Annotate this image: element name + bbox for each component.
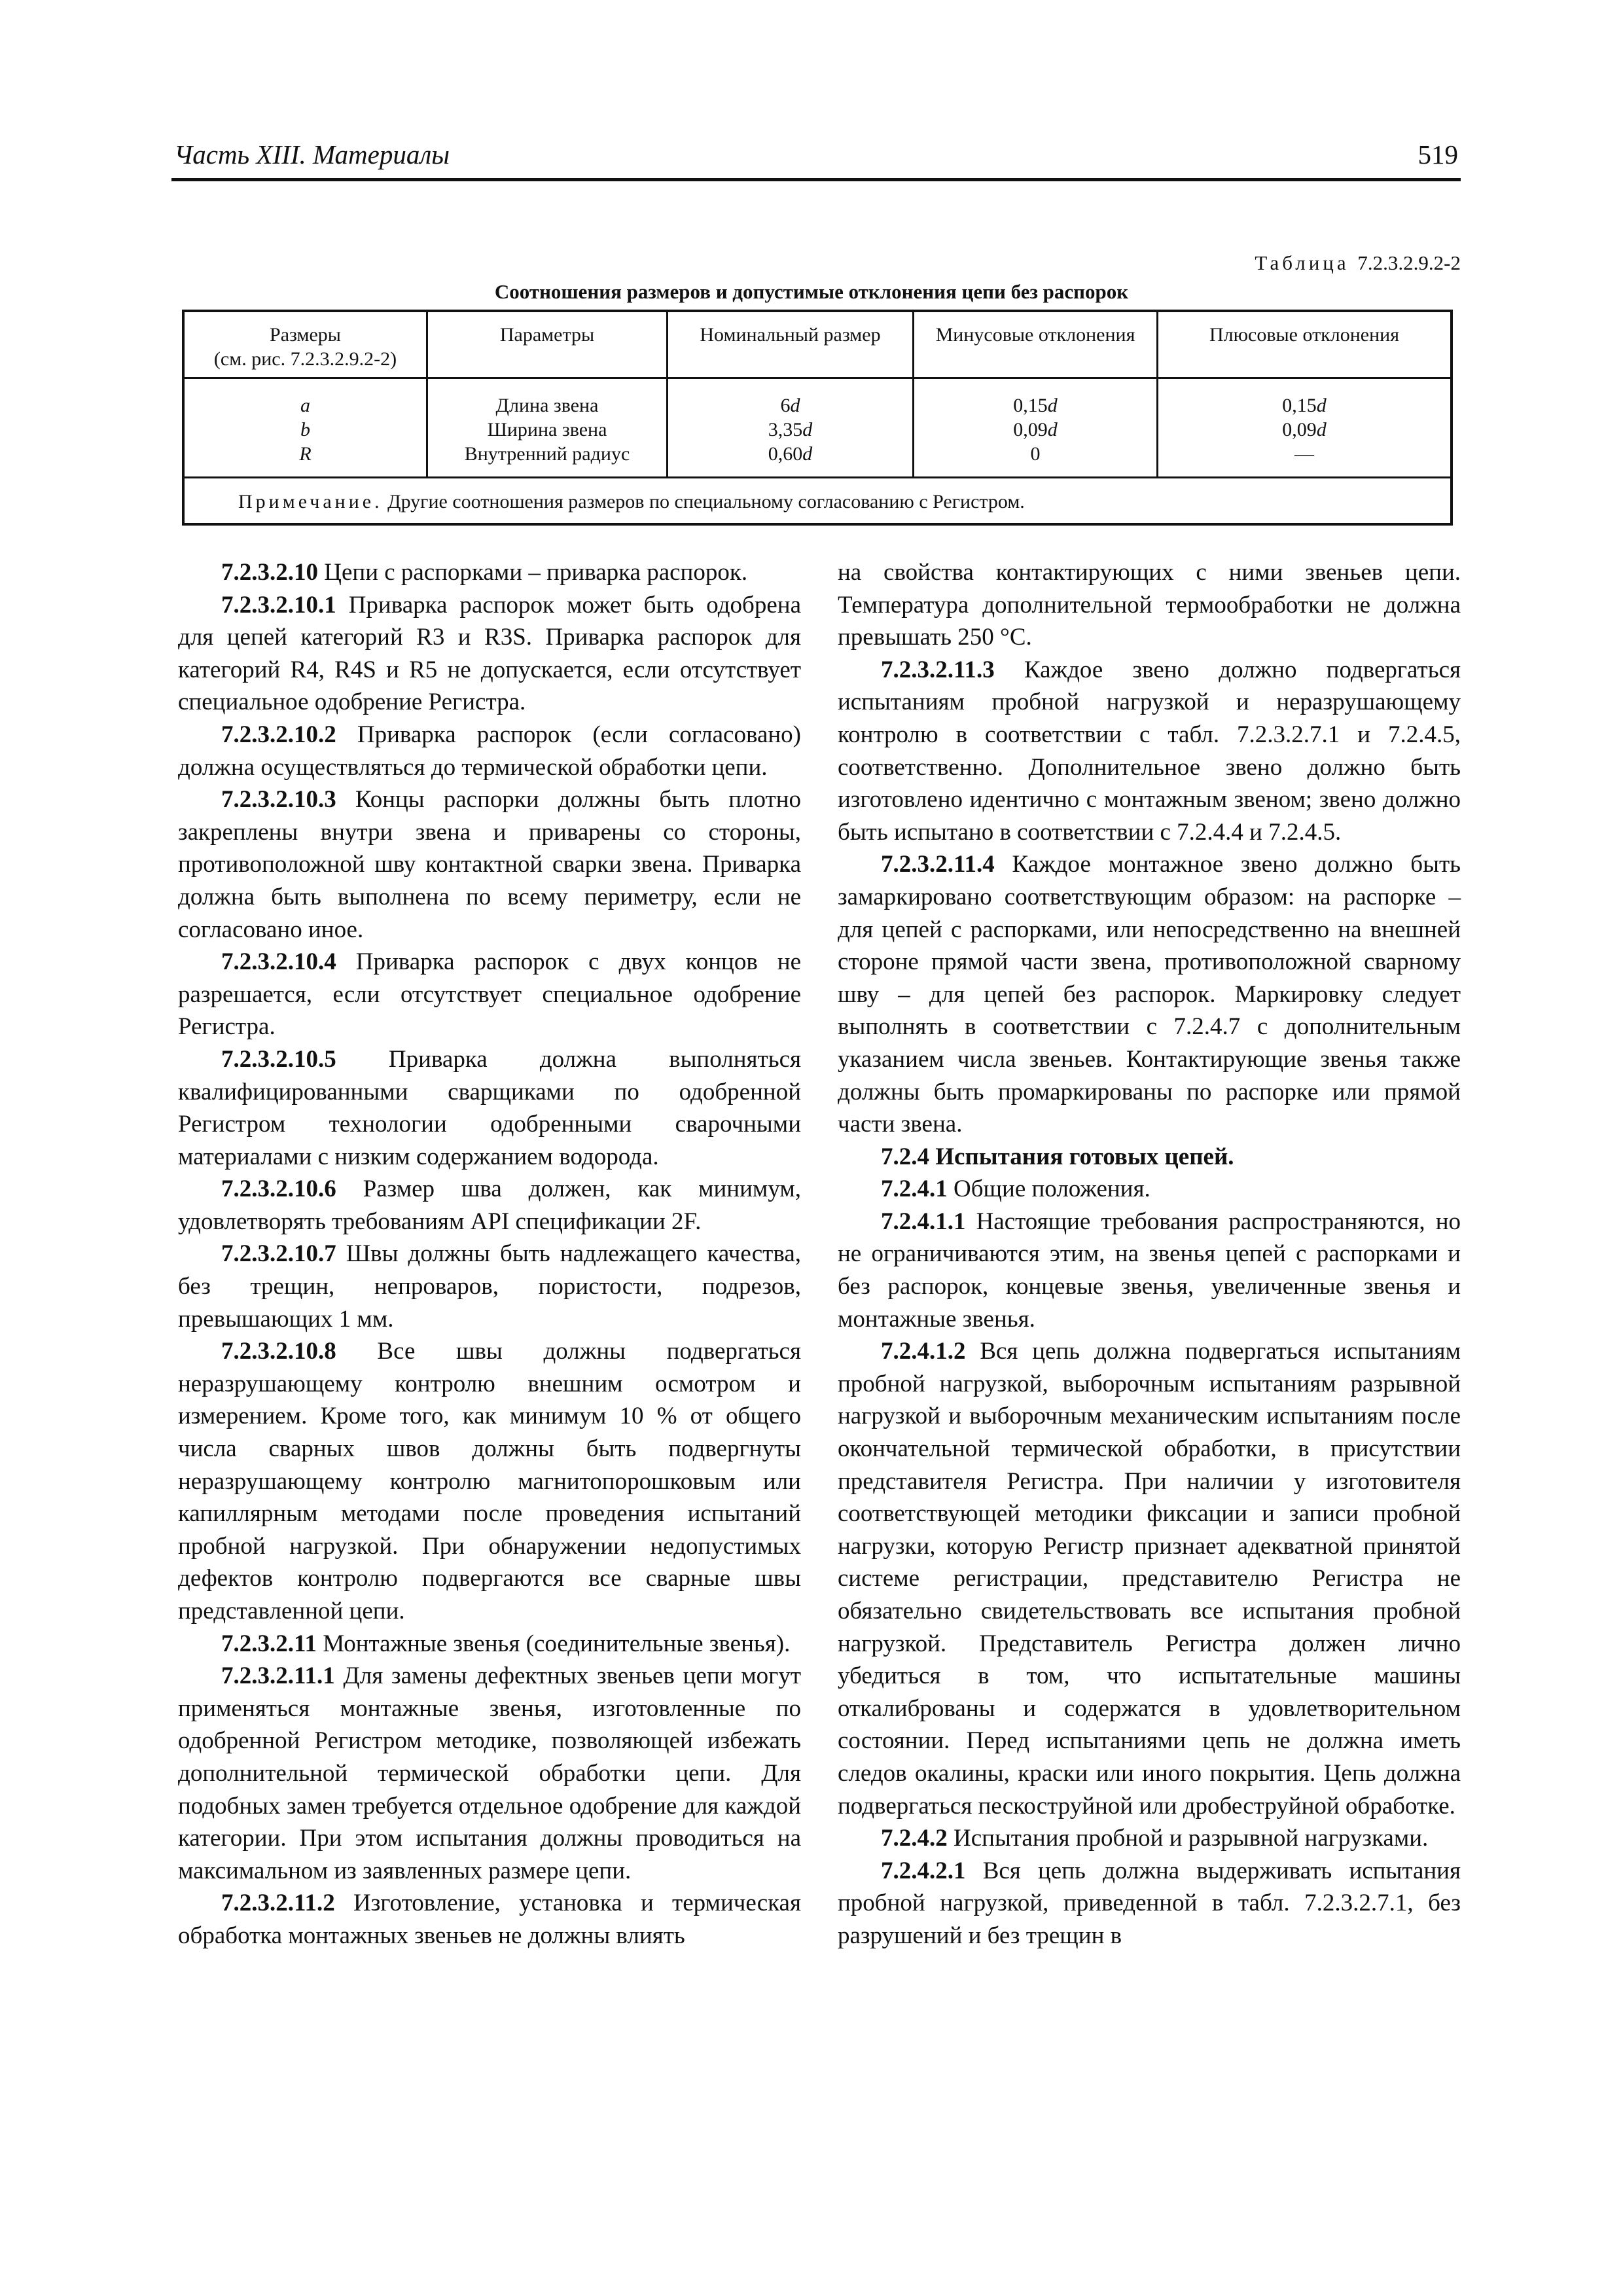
paragraph-number: 7.2.3.2.10.1 — [221, 591, 336, 619]
paragraph-text: Приварка должна выполняться квалифицированными сварщиками по одобренной Регистром технологии одобренными сварочными материалами с низким содержанием водорода. — [178, 1045, 802, 1170]
table-col-dimensions — [185, 379, 428, 476]
paragraph-number: 7.2.3.2.10.7 — [221, 1240, 336, 1268]
table-cell: — — [1294, 443, 1314, 465]
dimensions-table — [182, 310, 1453, 526]
paragraph — [838, 556, 1461, 654]
paragraph-text: Приварка распорок может быть одобрена для цепей категорий R3 и R3S. Приварка распорок для категорий R4, R4S и R5 не допускается, если отсутствует специальное одобрение Регистра. — [178, 591, 801, 716]
left-text-column — [178, 556, 801, 1952]
page-header — [171, 139, 1461, 181]
paragraph-number: 7.2.4.1 — [881, 1175, 948, 1203]
table-header-parameters: Параметры — [428, 312, 668, 377]
paragraph — [178, 1173, 801, 1238]
table-col-nominal — [668, 379, 914, 476]
paragraph-number: 7.2.4 — [881, 1143, 929, 1170]
paragraph-text: Настоящие требования распространяются, но не ограничиваются этим, на звенья цепей с распорками и без распорок, концевые звенья, увеличенные звенья и монтажные звенья. — [838, 1208, 1461, 1333]
paragraph — [178, 589, 801, 719]
paragraph-number: 7.2.3.2.10.5 — [221, 1045, 336, 1073]
paragraph-number: 7.2.4.1.1 — [881, 1208, 966, 1235]
table-cell: 0,60d — [768, 443, 813, 465]
paragraph-text: Приварка распорок с двух концов не разрешается, если отсутствует специальное одобрение Регистра. — [178, 948, 802, 1041]
paragraph-text: Для замены дефектных звеньев цепи могут применяться монтажные звенья, изготовленные по одобренной Регистром методике, позволяющей избежать дополнительной термической обработки цепи. Для подобных замен требуется отдельное одобрение для каждой категории. При этом испытания должны проводиться на максимальном из заявленных размере цепи. — [178, 1662, 801, 1884]
paragraph — [178, 946, 801, 1043]
paragraph-text: на свойства контактирующих с ними звеньев цепи. Температура дополнительной термообработки не должна превышать 250 °C. — [838, 559, 1461, 651]
paragraph — [178, 1043, 801, 1173]
paragraph-number: 7.2.4.1.2 — [881, 1338, 966, 1365]
table-col-parameters — [428, 379, 668, 476]
paragraph — [838, 1335, 1461, 1822]
table-label-number: 7.2.3.2.9.2-2 — [1357, 251, 1461, 274]
paragraph-text: Испытания готовых цепей. — [935, 1143, 1234, 1170]
table-cell: 0,15d — [1282, 395, 1327, 416]
paragraph — [178, 1887, 801, 1952]
table-cell: 0,09d — [1282, 419, 1327, 440]
paragraph-number: 7.2.3.2.10.3 — [221, 786, 336, 814]
paragraph — [838, 848, 1461, 1140]
paragraph-number: 7.2.3.2.11.3 — [881, 656, 995, 683]
table-cell: Длина звена — [495, 395, 599, 416]
paragraph-number: 7.2.3.2.11 — [221, 1630, 317, 1657]
table-note-text: Другие соотношения размеров по специальному согласованию с Регистром. — [387, 491, 1025, 512]
table-cell: 0,09d — [1013, 419, 1058, 440]
table-label-word: Таблица — [1255, 251, 1349, 274]
paragraph-number: 7.2.3.2.10.8 — [221, 1338, 336, 1365]
table-cell: Ширина звена — [487, 419, 607, 440]
table-header-minus: Минусовые отклонения — [914, 312, 1158, 377]
paragraph-text: Цепи с распорками – приварка распорок. — [324, 559, 748, 586]
table-cell: Внутренний радиус — [464, 443, 630, 465]
part-title: Часть XIII. Материалы — [174, 139, 450, 170]
paragraph — [178, 556, 801, 589]
paragraph — [178, 1628, 801, 1660]
paragraph-number: 7.2.3.2.11.2 — [221, 1890, 335, 1917]
paragraph — [178, 719, 801, 783]
paragraph-number: 7.2.4.2.1 — [881, 1857, 966, 1884]
table-col-minus — [914, 379, 1158, 476]
paragraph-number: 7.2.3.2.10.4 — [221, 948, 336, 976]
paragraph — [838, 1822, 1461, 1855]
table-col-plus — [1158, 379, 1450, 476]
table-note — [185, 478, 1450, 526]
paragraph-text: Каждое звено должно подвергаться испытаниям пробной нагрузкой и неразрушающему контролю в соответствии с табл. 7.2.3.2.7.1 и 7.2.4.5, соответственно. Дополнительное звено должно быть изготовлено идентично с монтажным звеном; звено должно быть испытано в соответствии с 7.2.4.4 и 7.2.4.5. — [838, 656, 1461, 846]
paragraph — [178, 783, 801, 946]
paragraph — [838, 1206, 1461, 1335]
paragraph-text: Каждое монтажное звено должно быть замаркировано соответствующим образом: на распорке – для цепей с распорками, или непосредственно на внешней стороне прямой части звена, противоположной сварному шву – для цепей без распорок. Маркировку следует выполнять в соответствии с 7.2.4.7 с дополнительным указанием числа звеньев. Контактирующие звенья также должны быть промаркированы по распорке или прямой части звена. — [838, 851, 1461, 1138]
table-cell: a — [300, 395, 310, 416]
table-cell: 6d — [780, 395, 800, 416]
paragraph-number: 7.2.3.2.11.1 — [221, 1662, 335, 1690]
paragraph-text: Общие положения. — [954, 1175, 1150, 1203]
paragraph — [178, 1335, 801, 1627]
table-cell: b — [300, 419, 310, 440]
paragraph-text: Все швы должны подвергаться неразрушающему контролю внешним осмотром и измерением. Кроме того, как минимум 10 % от общего числа сварных швов должны быть подвергнуты неразрушающему контролю магнитопорошковым или капиллярным методами после проведения испытаний пробной нагрузкой. При обнаружении недопустимых дефектов контролю подвергаются все сварные швы представленной цепи. — [178, 1338, 801, 1624]
paragraph-text: Вся цепь должна выдерживать испытания пробной нагрузкой, приведенной в табл. 7.2.3.2.7.1, без разрушений и без трещин в — [838, 1857, 1461, 1949]
table-cell: 0 — [1030, 443, 1041, 465]
paragraph-number: 7.2.3.2.10 — [221, 559, 318, 586]
paragraph-text: Изготовление, установка и термическая обработка монтажных звеньев не должны влиять — [178, 1890, 801, 1949]
paragraph-text: Швы должны быть надлежащего качества, без трещин, непроваров, пористости, подрезов, превышающих 1 мм. — [178, 1240, 801, 1333]
paragraph — [838, 1141, 1461, 1174]
paragraph-text: Монтажные звенья (соединительные звенья). — [323, 1630, 791, 1657]
table-label — [1255, 251, 1461, 275]
paragraph — [838, 654, 1461, 849]
table-cell: 0,15d — [1013, 395, 1058, 416]
page-number: 519 — [1418, 139, 1458, 170]
right-text-column — [838, 556, 1461, 1952]
paragraph-text: Испытания пробной и разрывной нагрузками. — [954, 1825, 1429, 1852]
paragraph-number: 7.2.3.2.11.4 — [881, 851, 995, 878]
paragraph — [838, 1855, 1461, 1952]
table-header-nominal: Номинальный размер — [668, 312, 914, 377]
paragraph-text: Размер шва должен, как минимум, удовлетворять требованиям API спецификации 2F. — [178, 1175, 801, 1235]
table-header-dimensions: Размеры (см. рис. 7.2.3.2.9.2-2) — [185, 312, 428, 377]
paragraph — [178, 1238, 801, 1335]
paragraph — [178, 1660, 801, 1887]
table-title: Соотношения размеров и допустимые отклонения цепи без распорок — [494, 280, 1129, 303]
paragraph-text: Вся цепь должна подвергаться испытаниям пробной нагрузкой, выборочным испытаниям разрывной нагрузкой и выборочным механическим испытаниям после окончательной термической обработки, в присутствии представителя Регистра. При наличии у изготовителя соответствующей методики фиксации и записи пробной нагрузки, которую Регистр признает адекватной принятой системе регистрации, представителю Регистра не обязательно свидетельствовать все испытания пробной нагрузкой. Представитель Регистра должен лично убедиться в том, что испытательные машины откалиброваны и содержатся в удовлетворительном состоянии. Перед испытаниями цепь не должна иметь следов окалины, краски или иного покрытия. Цепь должна подвергаться пескоструйной или дробеструйной обработке. — [838, 1338, 1461, 1820]
table-note-label: Примечание. — [238, 491, 383, 512]
paragraph-number: 7.2.3.2.10.6 — [221, 1175, 336, 1203]
table-cell: 3,35d — [768, 419, 813, 440]
table-body — [185, 379, 1450, 478]
paragraph-number: 7.2.3.2.10.2 — [221, 721, 336, 748]
paragraph — [838, 1173, 1461, 1206]
table-cell: R — [299, 443, 312, 465]
paragraph-text: Концы распорки должны быть плотно закреплены внутри звена и приварены со стороны, противоположной шву контактной сварки звена. Приварка должна быть выполнена по всему периметру, если не согласовано иное. — [178, 786, 801, 943]
paragraph-number: 7.2.4.2 — [881, 1825, 948, 1852]
table-header-plus: Плюсовые отклонения — [1209, 324, 1400, 346]
paragraph-text: Приварка распорок (если согласовано) должна осуществляться до термической обработки цепи. — [178, 721, 802, 781]
table-header-row — [185, 312, 1450, 379]
